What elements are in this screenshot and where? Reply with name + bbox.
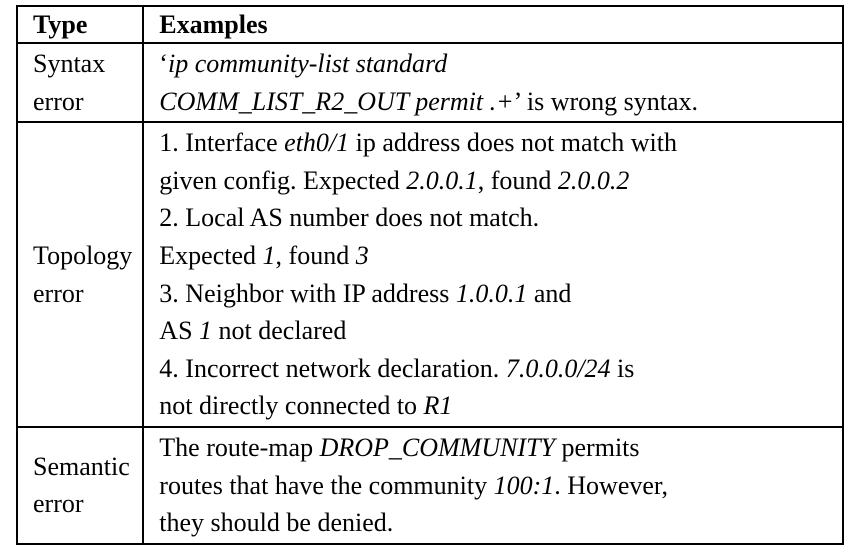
- example-line: [159, 162, 832, 200]
- example-line: [159, 237, 832, 275]
- example-italic-text: 3: [355, 240, 369, 270]
- header-type: Type: [17, 6, 143, 43]
- example-italic-text: R1: [423, 391, 453, 421]
- example-line: [159, 124, 832, 162]
- error-type-cell: [17, 43, 143, 122]
- example-text: . However,: [554, 470, 669, 500]
- example-line: [159, 387, 832, 425]
- example-text: 4. Incorrect network declaration.: [159, 353, 506, 383]
- table-body: [17, 43, 843, 544]
- example-line: [159, 312, 832, 350]
- error-type-text: Semantic: [33, 451, 130, 481]
- example-text: 3. Neighbor with IP address: [159, 278, 456, 308]
- example-line: [159, 45, 832, 83]
- example-italic-text: 1: [199, 316, 213, 346]
- example-text: not directly connected to: [159, 391, 424, 421]
- example-text: they should be denied.: [159, 508, 394, 538]
- header-examples: Examples: [143, 6, 843, 43]
- example-cell: [143, 427, 843, 544]
- table-row: [17, 427, 843, 544]
- example-text: ’ is wrong syntax.: [513, 86, 699, 116]
- error-type-text: error: [33, 489, 84, 519]
- error-type-cell: [17, 427, 143, 544]
- example-text: ‘: [159, 49, 168, 78]
- example-line: [159, 429, 832, 467]
- error-type-text: Topology: [33, 240, 133, 270]
- example-cell: [143, 122, 843, 427]
- example-italic-text: 2.0.0.1: [406, 165, 478, 195]
- example-line: [159, 275, 832, 313]
- table-row: [17, 43, 843, 122]
- example-italic-text: ip community-list standard: [167, 49, 448, 78]
- example-text: Expected: [159, 240, 263, 270]
- example-italic-text: 2.0.0.2: [557, 165, 630, 195]
- example-italic-text: 1.0.0.1: [455, 278, 528, 308]
- example-text: given config. Expected: [159, 165, 407, 195]
- example-line: [159, 83, 832, 121]
- example-line: [159, 350, 832, 388]
- error-type-text: Syntax: [33, 49, 106, 78]
- error-type-text: error: [33, 86, 84, 116]
- example-text: The route-map: [159, 432, 320, 462]
- example-text: is: [610, 353, 635, 383]
- example-text: permits: [555, 432, 640, 462]
- example-italic-text: eth0/1: [284, 128, 350, 158]
- example-italic-text: 100:1: [493, 470, 555, 500]
- table-row: [17, 122, 843, 427]
- error-examples-table: [16, 5, 844, 545]
- example-text: AS: [159, 316, 200, 346]
- example-italic-text: 1: [262, 240, 276, 270]
- example-text: and: [527, 278, 572, 308]
- header-row: [17, 6, 843, 43]
- example-italic-text: DROP_COMMUNITY: [319, 432, 556, 462]
- example-text: routes that have the community: [159, 470, 494, 500]
- example-text: , found: [477, 165, 558, 195]
- example-text: not declared: [212, 316, 347, 346]
- example-cell: [143, 43, 843, 122]
- example-italic-text: 7.0.0.0/24: [505, 353, 611, 383]
- example-text: ip address does not match with: [349, 128, 677, 158]
- example-text: 2. Local AS number does not match.: [159, 203, 540, 233]
- example-line: [159, 199, 832, 237]
- example-text: , found: [275, 240, 356, 270]
- example-line: [159, 467, 832, 505]
- example-italic-text: COMM_LIST_R2_OUT permit .+: [159, 86, 514, 116]
- example-text: 1. Interface: [159, 128, 285, 158]
- error-type-text: error: [33, 278, 84, 308]
- example-line: [159, 504, 832, 542]
- error-type-cell: [17, 122, 143, 427]
